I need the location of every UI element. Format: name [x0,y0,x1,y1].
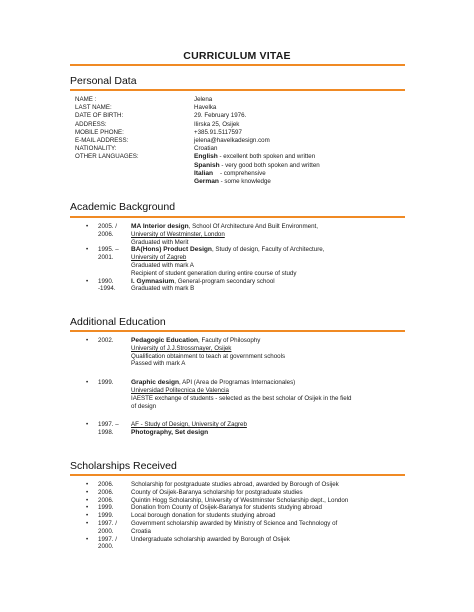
entry-date: 1999. [98,512,114,520]
entry-line [131,223,416,231]
entry-text: County of Osijek-Baranya scholarship for postgraduate studies [131,488,303,496]
entry-text: , Faculty of Philosophy [198,337,261,344]
section-heading-scholarships: Scholarships Received [70,460,177,472]
entry-text-continued: Croatia [131,527,151,535]
list-item [86,337,416,368]
entry-date: 2006. [98,496,114,504]
entry-line [131,337,416,345]
entry-note: of design [131,402,157,410]
entry-date: 1990. -1994. [98,277,116,293]
entry-date: 2002. [98,337,114,344]
entry-date: 1995. –2001. [98,246,119,262]
pd-label: OTHER LANGUAGES: [75,153,139,161]
entry-title: Graphic design [131,379,179,387]
pd-value: Jelena [194,96,213,103]
list-item [86,223,416,246]
pd-row-phone [75,129,405,137]
pd-row-dob [75,112,405,120]
entry-text: Government scholarship awarded by Ministry of Science and Technology of [131,519,338,527]
pd-label: NATIONALITY: [75,145,117,153]
bullet-icon: • [86,337,89,344]
entry-description [131,497,416,505]
entry-note: Graduated with mark A [131,261,194,269]
entry-description [131,489,416,497]
language-level: - comprehensive [213,169,266,177]
spacer [86,410,416,421]
list-item [86,520,416,536]
pd-row-language-english [75,153,405,161]
bullet-icon: • [86,496,89,504]
language-entry [194,178,405,186]
list-item [86,512,416,520]
entry-institution: University of Zagreb [131,254,187,262]
email-link[interactable]: jelena@havelkadesign.com [194,136,270,144]
bullet-icon: • [86,481,89,488]
language-level: - some knowledge [218,177,271,185]
pd-value: 29. February 1976. [194,112,247,120]
entry-title: I. Gymnasium [131,277,175,285]
spacer [86,368,416,379]
pd-value: Ilirska 25, Osijek [194,120,240,128]
personal-data-table [75,96,405,186]
entry-text: Scholarship for postgraduate studies abroad, awarded by Borough of Osijek [131,481,339,488]
list-item [86,536,416,552]
entry-text: , General-program secondary school [174,277,275,285]
title-rule [70,64,405,66]
list-item [86,481,416,489]
entry-text: Undergraduate scholarship awarded by Borough of Osijek [131,535,290,543]
section-rule-personal [70,89,405,91]
bullet-icon: • [86,223,89,230]
section-heading-academic: Academic Background [70,201,176,213]
bullet-icon: • [86,277,89,285]
pd-row-language-italian [75,170,405,178]
bullet-icon: • [86,535,89,543]
entry-date: 2005. / 2006. [98,223,117,238]
entry-date: 1997. / 2000. [98,535,117,551]
entry-line [131,379,416,387]
entry-title: Photography, Set design [131,429,209,437]
entry-description [131,278,416,294]
document-title: CURRICULUM VITAE [183,50,291,62]
entry-note: Passed with mark A [131,360,186,368]
section-heading-personal: Personal Data [70,75,137,87]
language-level: - excellent both spoken and written [217,153,316,161]
bullet-icon: • [86,421,89,429]
entry-line [131,246,416,254]
pd-label: NAME : [75,96,97,103]
entry-description [131,421,416,437]
scholarships-list [86,481,416,551]
pd-value: +385.91.5117597 [194,128,242,136]
section-rule-additional [70,330,405,332]
entry-date: 1997. / 2000. [98,519,117,535]
entry-description [131,504,416,512]
entry-text: Donation from County of Osijek-Baranya for students studying abroad [131,504,322,512]
language-entry [194,153,405,161]
entry-note: IAESTE exchange of students - selected as the best scholar of Osijek in the field [131,394,352,402]
pd-label: E-MAIL ADDRESS: [75,136,129,144]
entry-text: , School Of Architecture And Built Environment, [188,223,318,230]
entry-description [131,223,416,246]
list-item [86,379,416,410]
list-item [86,489,416,497]
pd-label: ADDRESS: [75,120,107,128]
pd-row-nationality [75,145,405,153]
list-item [86,504,416,512]
pd-row-address [75,121,405,129]
language-name: German [194,177,219,185]
entry-date: 2006. [98,481,114,488]
language-entry [194,170,405,178]
pd-label-empty [75,170,194,178]
pd-row-language-german [75,178,405,186]
pd-row-language-spanish [75,162,405,170]
entry-title: MA Interior design [131,223,189,230]
entry-description [131,481,416,489]
entry-title: Pedagogic Education [131,337,199,344]
bullet-icon: • [86,379,89,387]
entry-line [131,278,416,286]
entry-description [131,536,416,552]
section-rule-scholarships [70,474,405,476]
entry-text: Quintin Hogg Scholarship, University of Westminster Scholarship dept., London [131,496,349,504]
entry-text: , API (Area de Programas Internacionales) [179,379,296,387]
entry-institution: AF - Study of Design, University of Zagreb [131,421,247,429]
entry-description [131,520,416,536]
entry-title: BA(Hons) Product Design [131,246,212,254]
section-rule-academic [70,216,405,218]
entry-description [131,512,416,520]
pd-row-email [75,137,405,145]
bullet-icon: • [86,512,89,520]
entry-note: Graduated with mark B [131,285,195,293]
language-name: Spanish [194,161,220,169]
entry-date: 1999. [98,504,114,512]
entry-date: 2006. [98,488,114,496]
additional-list [86,337,416,437]
pd-label: MOBILE PHONE: [75,128,124,136]
entry-institution: University of J.J.Strossmayer, Osijek [131,344,232,352]
entry-note: Graduated with Merit [131,238,189,246]
entry-text: Local borough donation for students studying abroad [131,512,276,520]
bullet-icon: • [86,246,89,254]
entry-institution: University of Westminster, London [131,230,225,238]
pd-label-empty [75,162,194,170]
pd-value: Havelka [194,104,217,112]
list-item [86,421,416,437]
section-heading-additional: Additional Education [70,316,166,328]
list-item [86,497,416,505]
pd-row-last-name [75,104,405,112]
entry-institution: Universidad Politecnica de Valencia [131,386,229,394]
pd-label-empty [75,178,194,186]
pd-value: Croatian [194,145,218,153]
entry-text: , Study of design, Faculty of Architecture, [211,246,325,254]
entry-note: Qualification obtainment to teach at government schools [131,352,286,360]
list-item [86,246,416,277]
pd-label: DATE OF BIRTH: [75,112,124,120]
pd-row-name [75,96,405,104]
pd-label: LAST NAME: [75,104,112,112]
entry-date: 1999. [98,379,114,387]
bullet-icon: • [86,519,89,527]
list-item [86,278,416,294]
entry-description [131,337,416,368]
entry-description [131,379,416,410]
language-name: English [194,153,218,161]
academic-list [86,223,416,293]
bullet-icon: • [86,504,89,512]
language-name: Italian [194,169,214,177]
language-level: - very good both spoken and written [219,161,320,169]
language-entry [194,162,405,170]
bullet-icon: • [86,488,89,496]
entry-description [131,246,416,277]
entry-date: 1997. – 1998. [98,421,119,437]
entry-note: Recipient of student generation during entire course of study [131,269,297,277]
